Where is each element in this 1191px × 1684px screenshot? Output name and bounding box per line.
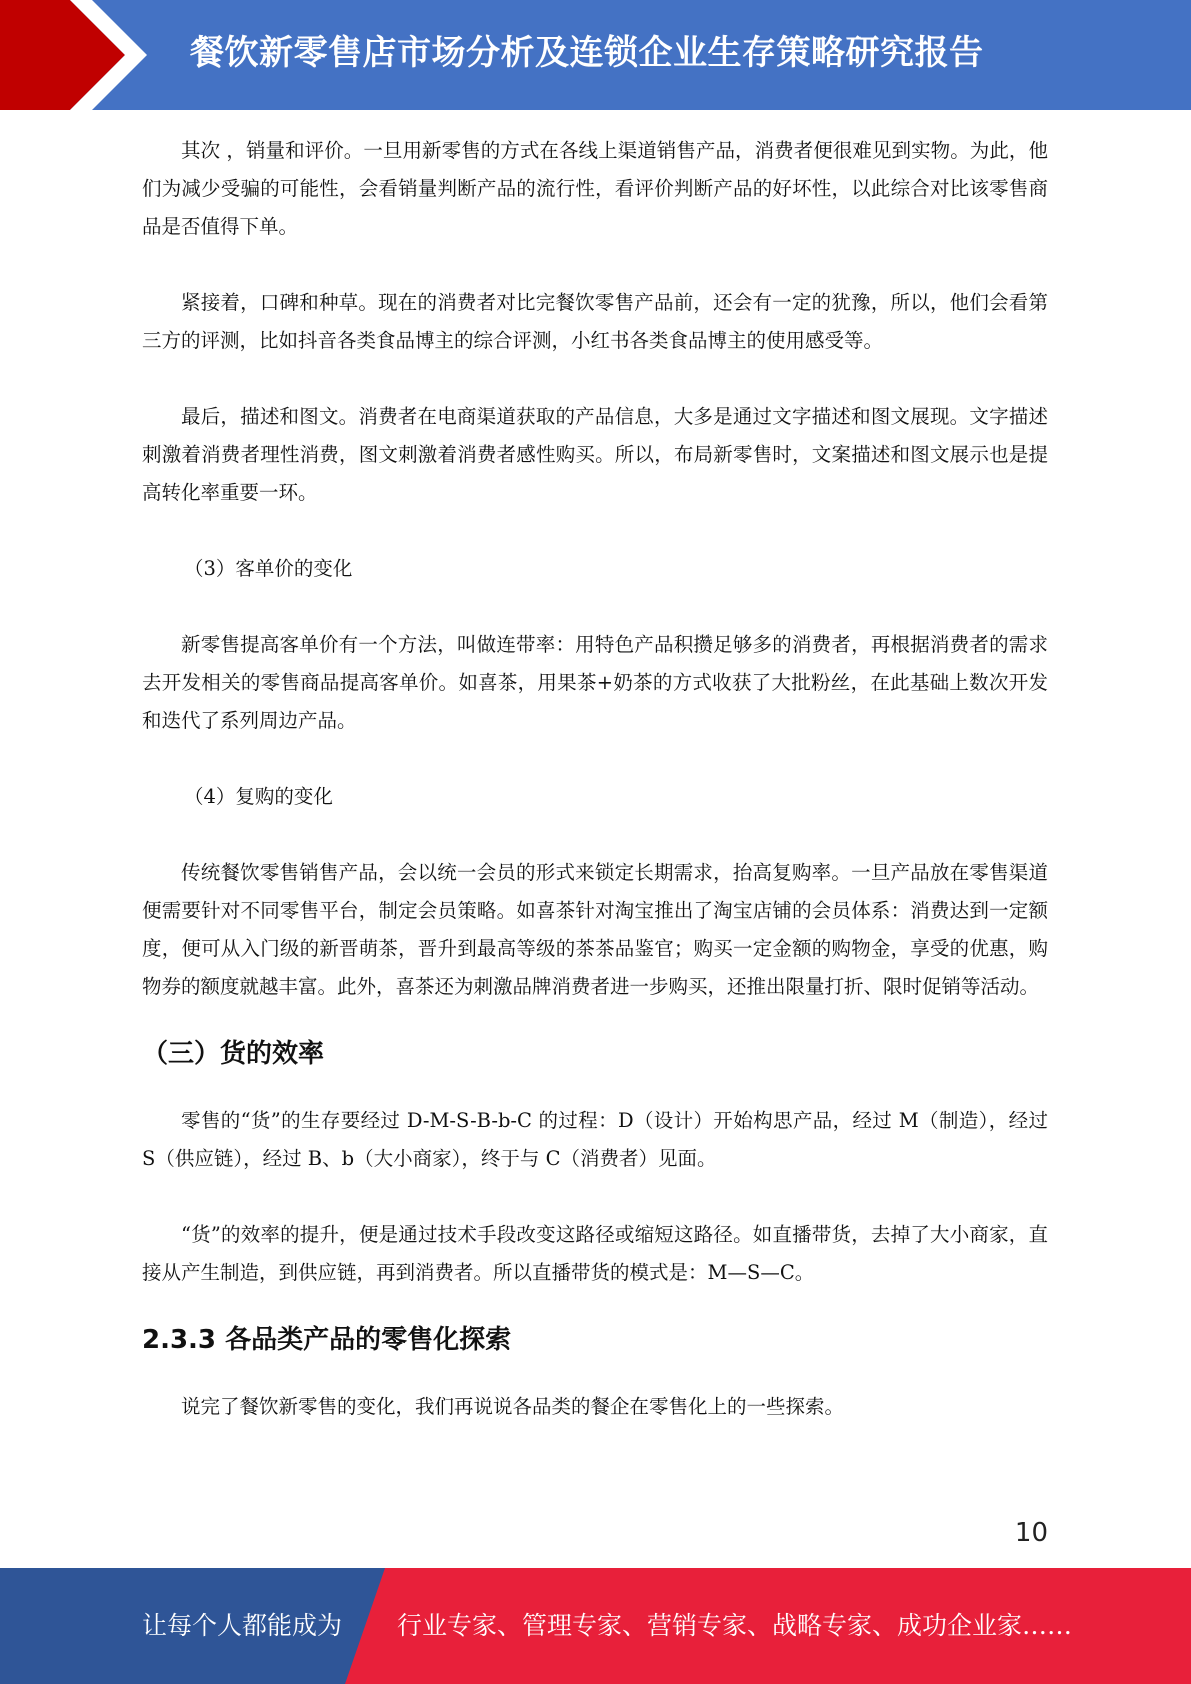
paragraph-unit-price: 新零售提高客单价有一个方法，叫做连带率：用特色产品积攒足够多的消费者，再根据消费者的需求去开发相关的零售商品提高客单价。如喜茶，用果茶+奶茶的方式收获了大批粉丝，在此基础上数次开发和迭代了系列周边产品。: [142, 633, 1048, 732]
section-heading-goods-efficiency: （三）货的效率: [142, 1039, 325, 1069]
footer-slogan-left: 让每个人都能成为: [142, 1611, 343, 1640]
paragraph-sales-and-reviews: 其次 ，销量和评价。一旦用新零售的方式在各线上渠道销售产品，消费者便很难见到实物。为此，他们为减少受骗的可能性，会看销量判断产品的流行性，看评价判断产品的好坏性，以此综合对比该零售商品是否值得下单。: [142, 139, 1048, 238]
paragraph-category-intro: 说完了餐饮新零售的变化，我们再说说各品类的餐企在零售化上的一些探索。: [181, 1395, 845, 1418]
paragraph-goods-path: 零售的“货”的生存要经过 D-M-S-B-b-C 的过程：D（设计）开始构思产品，经过 M（制造），经过 S（供应链），经过 B、b（大小商家），终于与 C（消费者）见面。: [142, 1109, 1048, 1170]
footer-slogan-right: 行业专家、管理专家、营销专家、战略专家、成功企业家……: [397, 1611, 1073, 1640]
paragraph-description-and-images: 最后，描述和图文。消费者在电商渠道获取的产品信息，大多是通过文字描述和图文展现。文字描述刺激着消费者理性消费，图文刺激着消费者感性购买。所以，布局新零售时，文案描述和图文展示也是提高转化率重要一环。: [142, 405, 1048, 504]
page-footer: [0, 1568, 1191, 1684]
subheading-unit-price-change: （3）客单价的变化: [184, 557, 353, 580]
document-body: [142, 132, 1048, 1426]
section-heading-category-exploration: 2.3.3 各品类产品的零售化探索: [142, 1325, 512, 1355]
page-number: 10: [1014, 1518, 1048, 1548]
subheading-repurchase-change: （4）复购的变化: [184, 785, 333, 808]
header-arrow-decoration: [0, 0, 160, 110]
page-header: [0, 0, 1191, 110]
paragraph-goods-efficiency: “货”的效率的提升，便是通过技术手段改变这路径或缩短这路径。如直播带货，去掉了大小商家，直接从产生制造，到供应链，再到消费者。所以直播带货的模式是：M—S—C。: [142, 1223, 1048, 1284]
header-title: 餐饮新零售店市场分析及连锁企业生存策略研究报告: [190, 33, 984, 73]
paragraph-repurchase: 传统餐饮零售销售产品，会以统一会员的形式来锁定长期需求，抬高复购率。一旦产品放在零售渠道便需要针对不同零售平台，制定会员策略。如喜茶针对淘宝推出了淘宝店铺的会员体系：消费达到一定额度，便可从入门级的新晋萌茶，晋升到最高等级的茶茶品鉴官；购买一定金额的购物金，享受的优惠，购物券的额度就越丰富。此外，喜茶还为刺激品牌消费者进一步购买，还推出限量打折、限时促销等活动。: [142, 861, 1048, 998]
paragraph-word-of-mouth: 紧接着，口碑和种草。现在的消费者对比完餐饮零售产品前，还会有一定的犹豫，所以，他们会看第三方的评测，比如抖音各类食品博主的综合评测，小红书各类食品博主的使用感受等。: [142, 291, 1048, 352]
